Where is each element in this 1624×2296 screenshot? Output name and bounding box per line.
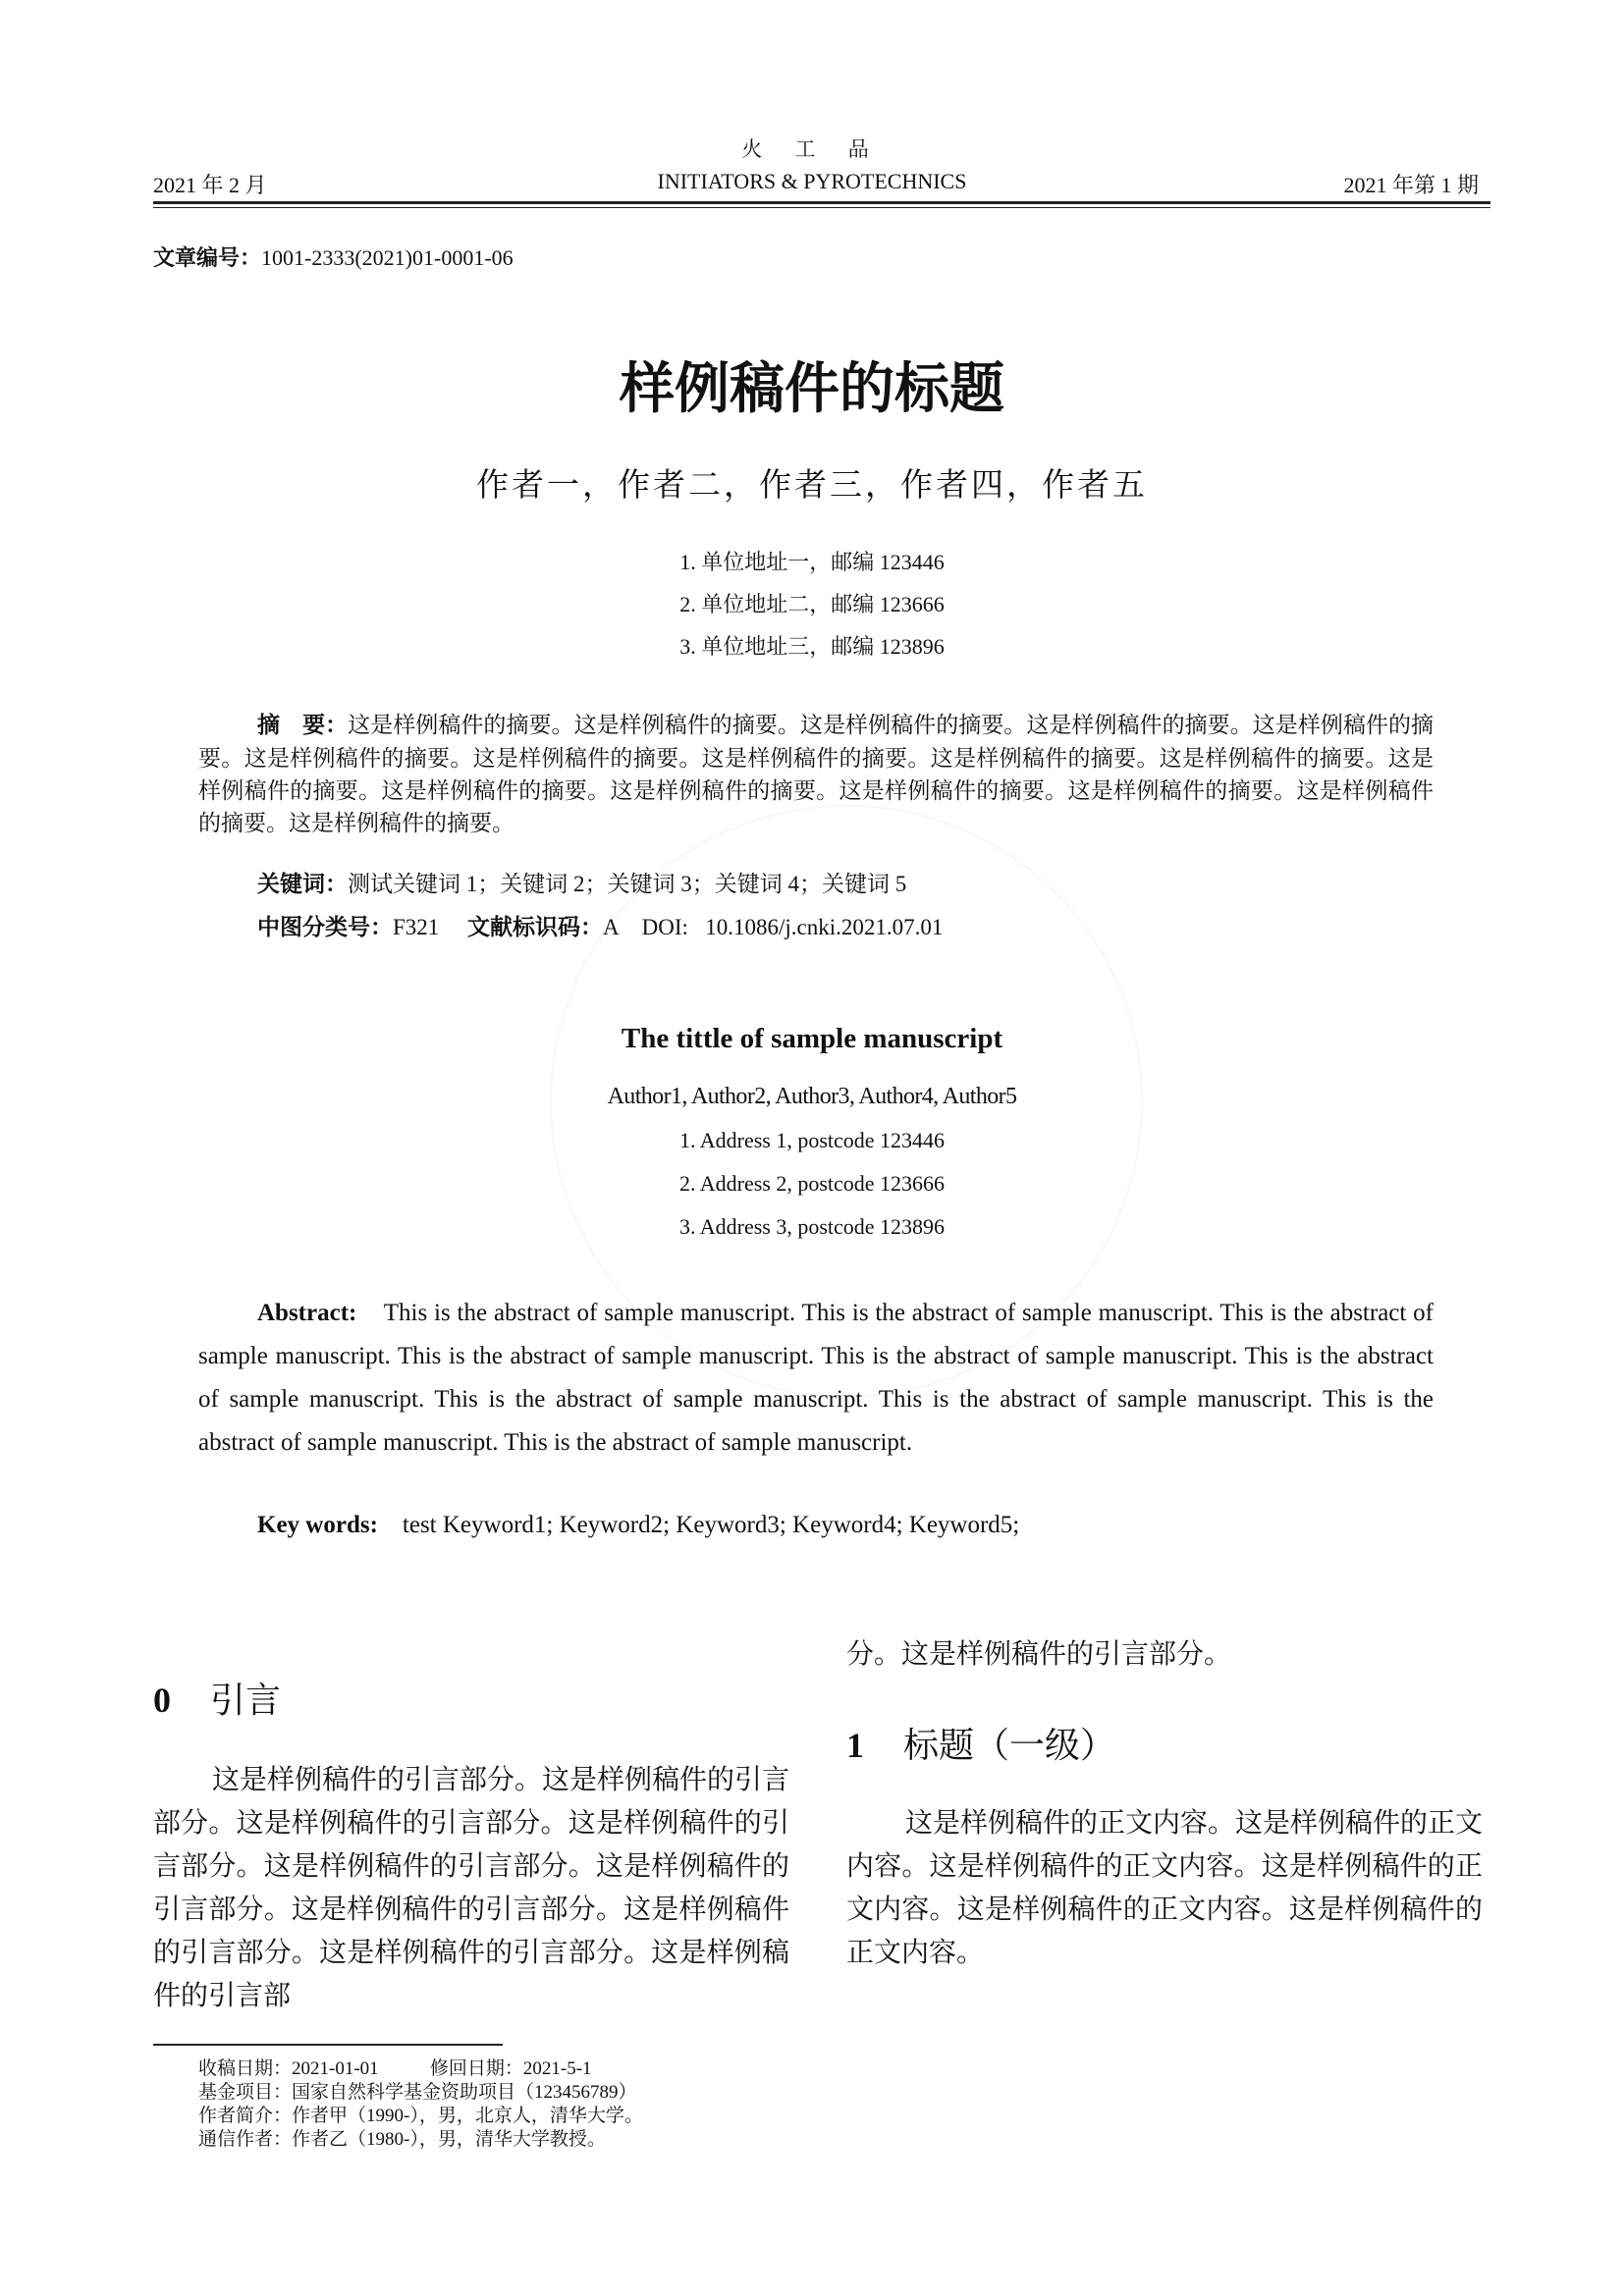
keywords-cn <box>257 868 1434 901</box>
keywords-en <box>257 1512 1019 1539</box>
affiliation-cn-2: 2. 单位地址二，邮编 123666 <box>679 592 945 616</box>
affiliation-en-2: 2. Address 2, postcode 123666 <box>678 1171 946 1196</box>
affiliation-en-3: 3. Address 3, postcode 123896 <box>678 1214 946 1239</box>
affiliation-cn-1: 1. 单位地址一，邮编 123446 <box>679 550 945 574</box>
keywords-en-text: test Keyword1; Keyword2; Keyword3; Keyword4; Keyword5; <box>402 1512 1020 1538</box>
doi-value: 10.1086/j.cnki.2021.07.01 <box>705 915 944 939</box>
clc-value: F321 <box>393 915 440 939</box>
section-0-body: 这是样例稿件的引言部分。这是样例稿件的引言部分。这是样例稿件的引言部分。这是样例稿件的引言部分。这是样例稿件的引言部分。这是样例稿件的引言部分。这是样例稿件的引言部分。这是样例稿件的引言部分。这是样例稿件的引言部分。这是样例稿件的引言部 <box>153 1765 790 2011</box>
footnote-rule <box>153 2044 503 2046</box>
classification-line <box>257 911 1434 944</box>
authors-cn: 作者一，作者二，作者三，作者四，作者五 <box>476 468 1148 504</box>
section-1-title: 标题（一级） <box>903 1726 1116 1766</box>
revised-date: 修回日期：2021-5-1 <box>429 2058 592 2079</box>
abstract-en-label: Abstract: <box>257 1300 357 1326</box>
clc-label: 中图分类号： <box>257 915 393 940</box>
received-date: 收稿日期：2021-01-01 <box>198 2058 379 2079</box>
footnote-fund: 基金项目：国家自然科学基金资助项目（123456789） <box>198 2082 637 2103</box>
keywords-cn-text: 测试关键词 1；关键词 2；关键词 3；关键词 4；关键词 5 <box>348 872 907 896</box>
header-rule-thin <box>153 207 1490 208</box>
doc-code-label: 文献标识码： <box>467 915 604 940</box>
article-number-value: 1001-2333(2021)01-0001-06 <box>261 245 514 270</box>
keywords-cn-label: 关键词： <box>257 872 348 897</box>
title-en: The tittle of sample manuscript <box>621 1023 1003 1054</box>
title-cn: 样例稿件的标题 <box>620 357 1004 421</box>
section-0-heading <box>153 1673 281 1723</box>
article-number <box>153 241 514 272</box>
affiliation-cn-3: 3. 单位地址三，邮编 123896 <box>679 634 945 659</box>
footnote-corresponding: 通信作者：作者乙（1980-），男，清华大学教授。 <box>198 2129 606 2150</box>
section-1-body: 这是样例稿件的正文内容。这是样例稿件的正文内容。这是样例稿件的正文内容。这是样例稿件的正文内容。这是样例稿件的正文内容。这是样例稿件的正文内容。 <box>846 1808 1484 1968</box>
keywords-en-label: Key words: <box>257 1512 378 1538</box>
abstract-cn-text: 这是样例稿件的摘要。这是样例稿件的摘要。这是样例稿件的摘要。这是样例稿件的摘要。这是样例稿件的摘要。这是样例稿件的摘要。这是样例稿件的摘要。这是样例稿件的摘要。这是样例稿件的摘要。这是样例稿件的摘要。这是样例稿件的摘要。这是样例稿件的摘要。这是样例稿件的摘要。这是样例稿件的摘要。这是样例稿件的摘要。这是样例稿件的摘要。这是样例稿件的摘要。 <box>198 713 1435 835</box>
article-number-label: 文章编号： <box>153 246 262 271</box>
abstract-en <box>198 1292 1434 1465</box>
abstract-en-text: This is the abstract of sample manuscript. This is the abstract of sample manuscript. This is the abstract of sample manuscript. This is the abstract of sample manuscript. This is the abstract of sample manuscript. This is the abstract of sample manuscript. This is the abstract of sample manuscript. This is the abstract of sample manuscript. This is the abstract of sample manuscript. This is the abstract of sample manuscript. <box>198 1300 1435 1456</box>
journal-name-cn: 火 工 品 <box>741 137 883 161</box>
footnote-bio: 作者简介：作者甲（1990-），男，北京人，清华大学。 <box>198 2106 643 2126</box>
affiliation-en-1: 1. Address 1, postcode 123446 <box>678 1128 946 1152</box>
section-0-continued: 分。这是样例稿件的引言部分。 <box>846 1639 1232 1670</box>
section-1-heading <box>846 1718 1115 1768</box>
doc-code-value: A <box>603 915 620 939</box>
section-0-number: 0 <box>153 1681 171 1720</box>
authors-en: Author1, Author2, Author3, Author4, Author5 <box>607 1084 1017 1109</box>
header-date: 2021 年 2 月 <box>153 173 267 197</box>
footnote-dates <box>198 2057 592 2081</box>
section-0-title: 引言 <box>210 1681 282 1721</box>
abstract-cn-label: 摘 要： <box>257 713 349 738</box>
journal-name-en: INITIATORS & PYROTECHNICS <box>657 169 967 193</box>
section-1-number: 1 <box>846 1726 864 1765</box>
header-rule-thick <box>153 201 1490 204</box>
doi-label: DOI: <box>641 915 688 939</box>
header-issue: 2021 年第 1 期 <box>1343 173 1479 197</box>
abstract-cn <box>198 709 1434 839</box>
